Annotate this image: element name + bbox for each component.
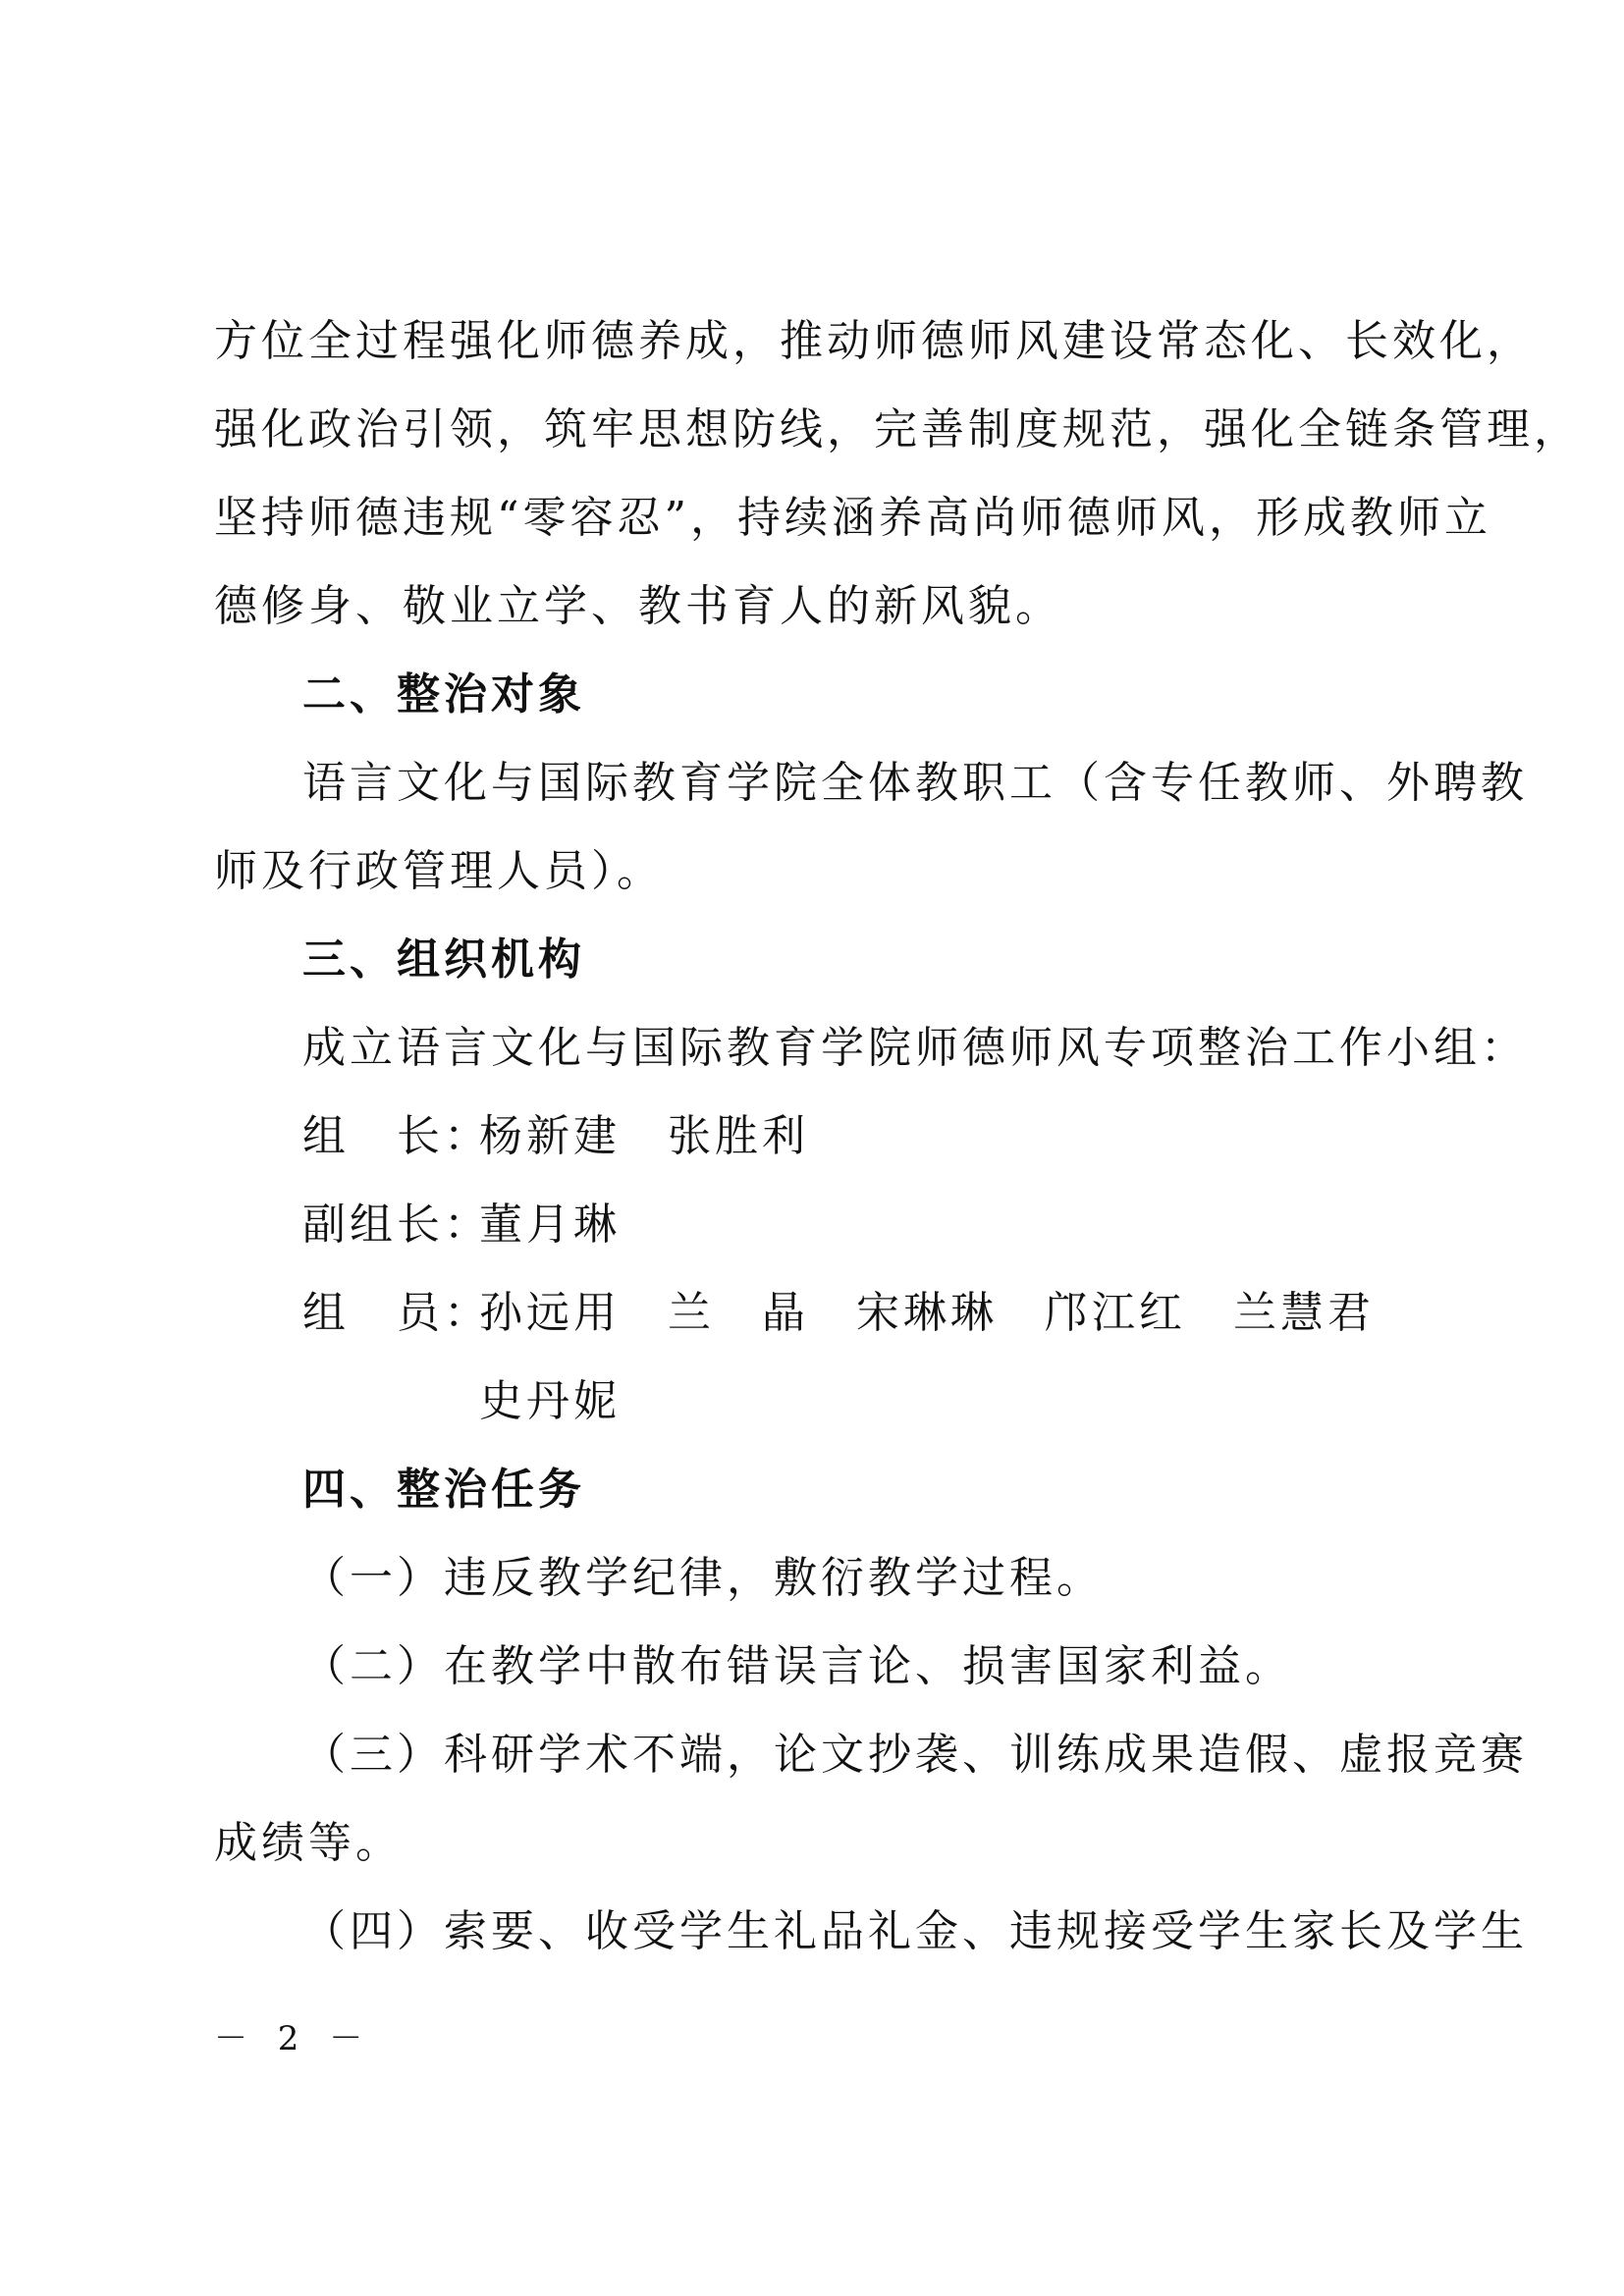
paragraph-line: 成立语言文化与国际教育学院师德师风专项整治工作小组： — [302, 1023, 1528, 1073]
task-item: （三）科研学术不端，论文抄袭、训练成果造假、虚报竞赛 — [302, 1730, 1528, 1780]
paragraph-line: 德修身、敬业立学、教书育人的新风貌。 — [214, 581, 1062, 631]
paragraph-line: 师及行政管理人员）。 — [214, 846, 664, 896]
member-names: 孙远用 兰 晶 宋琳琳 邝江红 兰慧君 — [479, 1288, 1375, 1338]
leader-names: 杨新建 张胜利 — [479, 1111, 809, 1161]
member-label: 组 员： — [302, 1288, 491, 1338]
deputy-label: 副组长： — [302, 1200, 491, 1250]
task-item: （二）在教学中散布错误言论、损害国家利益。 — [302, 1641, 1292, 1691]
task-item-continuation: 成绩等。 — [214, 1818, 403, 1868]
section-heading: 三、组织机构 — [302, 934, 585, 985]
paragraph-line: 语言文化与国际教育学院全体教职工（含专任教师、外聘教 — [302, 758, 1528, 808]
paragraph-line: 方位全过程强化师德养成，推动师德师风建设常态化、长效化， — [214, 316, 1534, 366]
section-heading: 二、整治对象 — [302, 669, 585, 720]
deputy-names: 董月琳 — [479, 1200, 621, 1250]
page-number: － 2 － — [214, 2019, 373, 2058]
paragraph-line: 强化政治引领，筑牢思想防线，完善制度规范，强化全链条管理， — [214, 404, 1581, 454]
task-item: （一）违反教学纪律，敷衍教学过程。 — [302, 1553, 1104, 1603]
task-item: （四）索要、收受学生礼品礼金、违规接受学生家长及学生 — [302, 1906, 1528, 1956]
member-names: 史丹妮 — [479, 1376, 621, 1426]
section-heading: 四、整治任务 — [302, 1465, 585, 1515]
paragraph-line: 坚持师德违规“零容忍”，持续涵养高尚师德师风，形成教师立 — [214, 493, 1491, 543]
leader-label: 组 长： — [302, 1111, 491, 1161]
